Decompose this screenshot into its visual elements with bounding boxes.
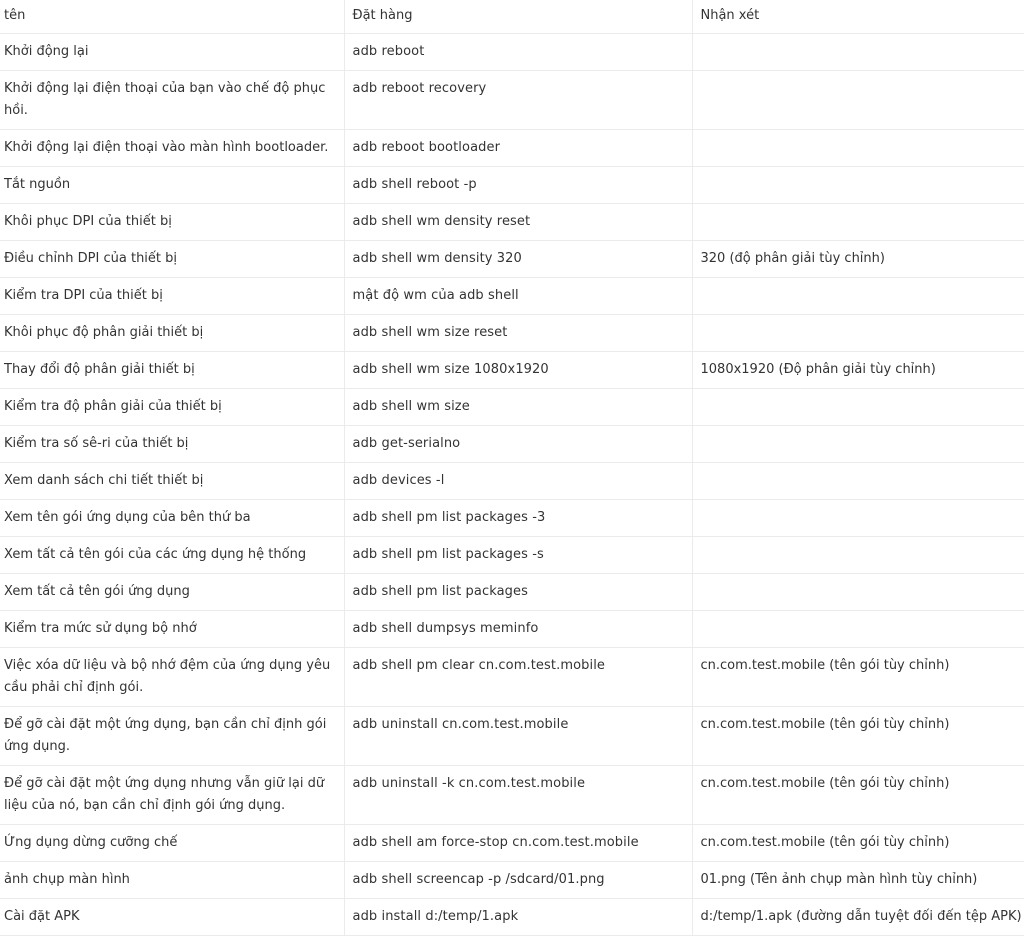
- cell-name: Khởi động lại điện thoại của bạn vào chế độ phục hồi.: [0, 71, 344, 130]
- cell-name: ảnh chụp màn hình: [0, 862, 344, 899]
- cell-note: [692, 130, 1024, 167]
- cell-command: adb shell wm size 1080x1920: [344, 352, 692, 389]
- cell-note: [692, 426, 1024, 463]
- cell-command: adb uninstall cn.com.test.mobile: [344, 707, 692, 766]
- table-row: [0, 766, 1024, 825]
- cell-name: Kiểm tra số sê-ri của thiết bị: [0, 426, 344, 463]
- cell-note: [692, 611, 1024, 648]
- cell-note: d:/temp/1.apk (đường dẫn tuyệt đối đến tệp APK): [692, 899, 1024, 936]
- cell-command: adb shell am force-stop cn.com.test.mobile: [344, 825, 692, 862]
- cell-name: Tắt nguồn: [0, 167, 344, 204]
- table-header: [0, 0, 1024, 34]
- cell-command: adb install d:/temp/1.apk: [344, 899, 692, 936]
- cell-note: [692, 71, 1024, 130]
- cell-note: [692, 500, 1024, 537]
- table-row: [0, 278, 1024, 315]
- table-row: [0, 899, 1024, 936]
- table-row: [0, 500, 1024, 537]
- cell-note: 1080x1920 (Độ phân giải tùy chỉnh): [692, 352, 1024, 389]
- cell-command: adb reboot: [344, 34, 692, 71]
- cell-note: cn.com.test.mobile (tên gói tùy chỉnh): [692, 648, 1024, 707]
- cell-name: Cài đặt APK: [0, 899, 344, 936]
- cell-note: [692, 315, 1024, 352]
- cell-name: Khôi phục độ phân giải thiết bị: [0, 315, 344, 352]
- cell-command: adb shell dumpsys meminfo: [344, 611, 692, 648]
- cell-name: Việc xóa dữ liệu và bộ nhớ đệm của ứng dụng yêu cầu phải chỉ định gói.: [0, 648, 344, 707]
- cell-command: adb shell screencap -p /sdcard/01.png: [344, 862, 692, 899]
- table-row: [0, 204, 1024, 241]
- table-row: [0, 862, 1024, 899]
- cell-name: Để gỡ cài đặt một ứng dụng nhưng vẫn giữ lại dữ liệu của nó, bạn cần chỉ định gói ứng dụng.: [0, 766, 344, 825]
- cell-command: adb shell wm density reset: [344, 204, 692, 241]
- cell-name: Kiểm tra độ phân giải của thiết bị: [0, 389, 344, 426]
- cell-command: adb shell pm list packages: [344, 574, 692, 611]
- table-row: [0, 130, 1024, 167]
- cell-command: adb uninstall -k cn.com.test.mobile: [344, 766, 692, 825]
- cell-command: mật độ wm của adb shell: [344, 278, 692, 315]
- header-note: Nhận xét: [692, 0, 1024, 34]
- table-row: [0, 707, 1024, 766]
- cell-note: 01.png (Tên ảnh chụp màn hình tùy chỉnh): [692, 862, 1024, 899]
- table-row: [0, 167, 1024, 204]
- cell-name: Điều chỉnh DPI của thiết bị: [0, 241, 344, 278]
- table-row: [0, 71, 1024, 130]
- table-row: [0, 537, 1024, 574]
- header-command: Đặt hàng: [344, 0, 692, 34]
- cell-note: [692, 574, 1024, 611]
- table-row: [0, 463, 1024, 500]
- cell-name: Kiểm tra mức sử dụng bộ nhớ: [0, 611, 344, 648]
- cell-command: adb shell wm size: [344, 389, 692, 426]
- cell-command: adb shell wm size reset: [344, 315, 692, 352]
- cell-command: adb reboot recovery: [344, 71, 692, 130]
- table-row: [0, 34, 1024, 71]
- table-row: [0, 241, 1024, 278]
- cell-note: [692, 278, 1024, 315]
- cell-command: adb shell pm clear cn.com.test.mobile: [344, 648, 692, 707]
- cell-note: [692, 204, 1024, 241]
- cell-name: Để gỡ cài đặt một ứng dụng, bạn cần chỉ định gói ứng dụng.: [0, 707, 344, 766]
- header-row: [0, 0, 1024, 34]
- cell-name: Xem danh sách chi tiết thiết bị: [0, 463, 344, 500]
- cell-command: adb reboot bootloader: [344, 130, 692, 167]
- table-row: [0, 648, 1024, 707]
- cell-note: [692, 463, 1024, 500]
- table-row: [0, 315, 1024, 352]
- cell-note: [692, 167, 1024, 204]
- cell-command: adb devices -l: [344, 463, 692, 500]
- table-row: [0, 611, 1024, 648]
- table-row: [0, 825, 1024, 862]
- header-name: tên: [0, 0, 344, 34]
- cell-note: cn.com.test.mobile (tên gói tùy chỉnh): [692, 766, 1024, 825]
- cell-name: Kiểm tra DPI của thiết bị: [0, 278, 344, 315]
- cell-note: [692, 389, 1024, 426]
- table-row: [0, 389, 1024, 426]
- cell-note: [692, 537, 1024, 574]
- table-row: [0, 352, 1024, 389]
- cell-command: adb shell wm density 320: [344, 241, 692, 278]
- cell-name: Khởi động lại: [0, 34, 344, 71]
- cell-note: [692, 34, 1024, 71]
- cell-name: Ứng dụng dừng cưỡng chế: [0, 825, 344, 862]
- cell-note: cn.com.test.mobile (tên gói tùy chỉnh): [692, 825, 1024, 862]
- table-row: [0, 426, 1024, 463]
- cell-command: adb shell reboot -p: [344, 167, 692, 204]
- cell-name: Xem tất cả tên gói của các ứng dụng hệ thống: [0, 537, 344, 574]
- table-body: [0, 34, 1024, 936]
- cell-name: Xem tên gói ứng dụng của bên thứ ba: [0, 500, 344, 537]
- cell-command: adb shell pm list packages -s: [344, 537, 692, 574]
- cell-note: 320 (độ phân giải tùy chỉnh): [692, 241, 1024, 278]
- cell-name: Khởi động lại điện thoại vào màn hình bootloader.: [0, 130, 344, 167]
- cell-command: adb get-serialno: [344, 426, 692, 463]
- cell-command: adb shell pm list packages -3: [344, 500, 692, 537]
- table-row: [0, 574, 1024, 611]
- cell-name: Xem tất cả tên gói ứng dụng: [0, 574, 344, 611]
- cell-note: cn.com.test.mobile (tên gói tùy chỉnh): [692, 707, 1024, 766]
- cell-name: Khôi phục DPI của thiết bị: [0, 204, 344, 241]
- cell-name: Thay đổi độ phân giải thiết bị: [0, 352, 344, 389]
